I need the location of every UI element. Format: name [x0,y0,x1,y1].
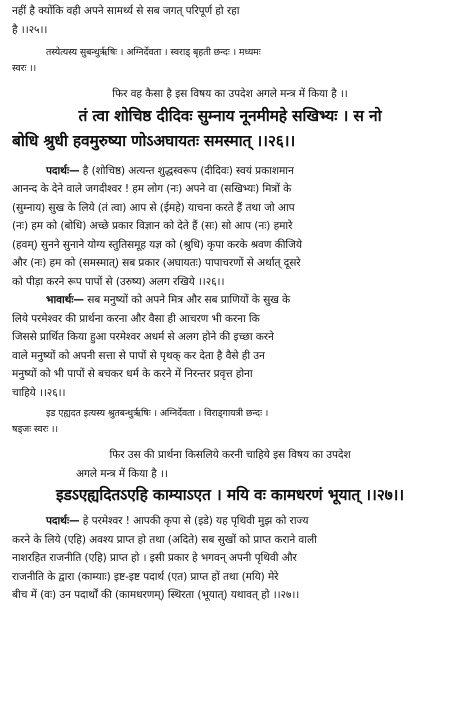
bhavartha-26-line: मनुष्यों को भी पापों से बचकर धर्म के करने में निरन्तर प्रवृत्त होना [12,368,253,380]
bhavartha-26-text: सब मनुष्यों को अपने मित्र और सब प्राणियों के सुख के [87,294,291,306]
padartha-26-line: (नः) हम को (बोधि) अच्छे प्रकार विज्ञान को देते हैं (सः) सो आप (नः) हमारे [12,220,293,232]
bhavartha-26-line: जिससे प्रार्थित किया हुआ परमेश्वर अधर्म से अलग होने की इच्छा करने [12,331,274,343]
padartha-27-line: राजनीति के द्वारा (काम्याः) इष्ट-इष्ट पदार्थ (एत) प्राप्त हों तथा (मयि) मेरे [12,570,279,583]
padartha-27-line: करने के लिये (एहि) अवश्य प्राप्त हो तथा (अदिते) सब सुखों को प्राप्त कराने वाली [12,533,317,546]
padartha-26-line: आनन्द के देने वाले जगदीश्वर ! हम लोग (नः) अपने वा (सखिभ्यः) मित्रों के [12,183,292,195]
meta-25-swara: स्वरः ।। [12,63,37,74]
padartha-26-first-line [12,162,448,181]
meta-27-swara: षड्जः स्वरः ।। [12,424,58,435]
padartha-26-label: पदार्थः— [46,164,80,177]
bhavartha-26-line: वाले मनुष्यों को अपनी सत्ता से पापों से पृथक् कर देता है वैसे ही उन [12,349,265,362]
bhavartha-26-line: चाहिये ।।२६।। [12,386,66,399]
padartha-26-line: और (नः) हम को (समस्मात्) सब प्रकार (अघायतः) पापाचरणों से अर्थात् दूसरे [12,257,301,269]
padartha-27-label: पदार्थः— [46,515,80,527]
padartha-26-line: (हवम्) सुनने सुनाने योग्य स्तुतिसमूह यज्ञ को (श्रुधि) कृपा करके श्रवण कीजिये [12,238,302,251]
intro-27-line2: अगले मन्त्र में किया है ।। [76,467,168,480]
top-continuation-line: नहीं है क्योंकि वही अपने सामर्थ्य से सब जगत् परिपूर्ण हो रहा [12,5,240,17]
bhavartha-26-line: लिये परमेश्वर की प्रार्थना करना और वैसा ही आचरण भी करना कि [12,312,260,325]
mantra-27: इडऽएह्यदितऽएहि काम्याऽएत । मयि वः कामधरणं भूयात् ।।२७।। [56,486,404,504]
bhavartha-26-label: भावार्थः— [46,294,84,306]
padartha-27-line: नाशरहित राजनीति (एहि) प्राप्त हो । इसी प्रकार हे भगवन् अपनी पृथिवी और [12,552,297,564]
mantra-26-line2: बोधि श्रुधी हवमुरुष्या णोऽअघायतः समस्मात् ।।२६।। [12,131,296,150]
intro-27-line1: फिर उस की प्रार्थना किसलिये करनी चाहिये इस विषय का उपदेश [109,449,351,461]
document-page [0,2,462,710]
meta-25: तस्येत्यस्य सुबन्धुर्ऋषिः । अग्निर्देवता । स्वराड् बृहती छन्दः । मध्यमः [46,47,261,58]
padartha-26-line: (सुम्नाय) सुख के लिये (तं त्वा) आप से (ईमहे) याचना करते हैं तथा जो आप [12,201,295,214]
meta-27: इड एह्यदत इत्यस्य श्रुतबन्धुर्ऋषिः । अग्निर्देवता । विराड्गायत्री छन्दः । [46,408,269,419]
mantra-26-line1: तं त्वा शोचिष्ठ दीदिवः सुम्नाय नूनमीमहे सखिभ्यः । स नो [78,106,382,125]
padartha-27-first-line [12,512,448,531]
padartha-27-text: हे परमेश्वर ! आपकी कृपा से (इडे) यह पृथिवी मुझ को राज्य [82,515,309,527]
intro-26: फिर वह कैसा है इस विषय का उपदेश अगले मन्त्र में किया है ।। [112,88,348,100]
padartha-26-line: को पीड़ा करने रूप पापों से (उरुष्य) अलग रखिये ।।२६।। [12,275,225,288]
top-verse-number: है ।।२५।। [12,23,48,36]
bhavartha-26-first-line [12,291,448,310]
padartha-26-text: है (शोचिष्ठ) अत्यन्त शुद्धस्वरूप (दीदिवः) स्वयं प्रकाशमान [82,164,294,177]
padartha-27-line: बीच में (वः) उन पदार्थों की (कामधरणम्) स्थिरता (भूयात्) यथावत् हो ।।२७।। [12,589,300,601]
